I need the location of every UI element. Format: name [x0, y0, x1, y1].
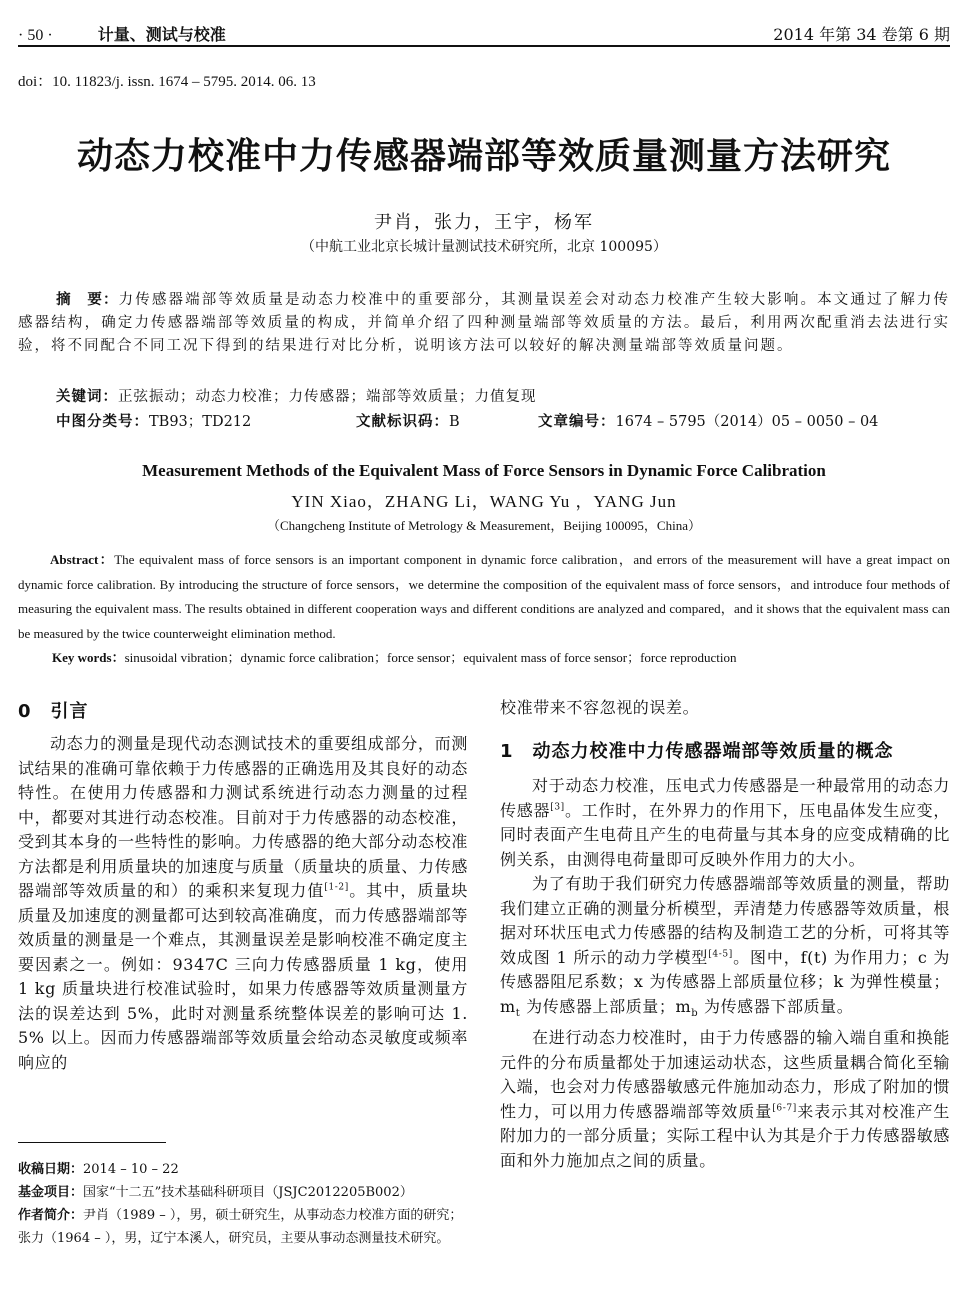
citation-ref: [6-7]	[772, 1103, 797, 1114]
citation-ref: [3]	[550, 802, 565, 813]
s1p2-text-d: 为传感器下部质量。	[698, 996, 854, 1016]
paper-title-cn: 动态力校准中力传感器端部等效质量测量方法研究	[76, 136, 891, 177]
intro-paragraph	[18, 732, 468, 1075]
left-column	[18, 732, 468, 1075]
authors-cn: 尹肖，张力，王宇，杨军	[374, 212, 594, 233]
keywords-cn-text: 正弦振动；动态力校准；力传感器；端部等效质量；力值复现	[118, 389, 537, 405]
abstract-en-text: The equivalent mass of force sensors is an important component in dynamic force calibration，and errors of the measurement will have a great impact on dynamic force calibration. By introducing the structure of force sensors，we determine the composition of the equivalent mass of force sensors，and introduce four methods of measuring the equivalent mass. The results obtained in different cooperation ways and different conditions are analyzed and compared，and it shows that the equivalent mass can be measured by the twice counterweight elimination method.	[18, 552, 950, 641]
bio-value: 尹肖（1989 – ），男，硕士研究生，从事动态力校准方面的研究；张力（1964 – ），男，辽宁本溪人，研究员，主要从事动态测量技术研究。	[18, 1208, 463, 1246]
citation-ref: [4-5]	[708, 949, 733, 960]
intro-text-a: 动态力的测量是现代动态测试技术的重要组成部分，而测试结果的准确可靠依赖于力传感器的正确选用及其良好的动态特性。在使用力传感器和力测试系统进行动态力测量的过程中，都要对其进行动态校准。目前对于力传感器的动态校准，受到其本身的一些特性的影响。力传感器的绝大部分动态校准方法都是利用质量块的加速度与质量（质量块的质量、力传感器端部等效质量的和）的乘积来复现力值	[18, 734, 468, 900]
keywords-en	[52, 647, 736, 666]
footnote-rule	[18, 1142, 166, 1143]
affiliation-cn: （中航工业北京长城计量测试技术研究所，北京 100095）	[301, 239, 667, 255]
right-column-top	[500, 696, 950, 721]
page-number: · 50 ·	[18, 27, 53, 44]
received-label: 收稿日期：	[18, 1162, 84, 1177]
fund-info	[18, 1181, 468, 1204]
section-0-heading: 0 引言	[18, 701, 89, 722]
doc-value: B	[449, 414, 460, 430]
intro-text-b: 。其中，质量块质量及加速度的测量都可达到较高准确度，而力传感器端部等效质量的测量是一个难点，其测量误差是影响校准不确定度主要因素之一。例如：9347C 三向力传感器质量 1 kg，使用 1 kg 质量块进行校准试验时，如果力传感器等效质量测量方法的误差达到 5%，此时对测量系统整体误差的影响可达 1. 5% 以上。因而力传感器端部等效质量会给动态灵敏度或频率响应的	[18, 881, 468, 1072]
art-label: 文章编号：	[538, 414, 616, 430]
abstract-cn-label: 摘 要：	[56, 292, 119, 308]
header-rule	[18, 45, 950, 47]
bio-label: 作者简介：	[18, 1208, 84, 1223]
doc-label: 文献标识码：	[356, 414, 449, 430]
s1p3-text-a: 在进行动态力校准时，由于力传感器的输入端自重和换能元件的分布质量都处于加速运动状态，这些质量耦合简化至输入端，也会对力传感器敏感元件施加动态力，形成了附加的惯性力，可以用力传感器端部等效质量	[500, 1028, 950, 1121]
right-column	[500, 774, 950, 1173]
s1p2-text-b: 。图中，f(t) 为作用力；c 为传感器阻尼系数；x 为传感器上部质量位移；k 为弹性模量；m	[500, 947, 950, 1016]
footnotes	[18, 1158, 468, 1250]
abstract-cn	[18, 289, 950, 358]
section1-paragraph-1	[500, 774, 950, 872]
keywords-cn	[56, 385, 537, 406]
article-number	[538, 410, 878, 431]
received-date	[18, 1158, 468, 1181]
s1p3-text-b: 来表示其对校准产生附加力的一部分质量；实际工程中认为其是介于力传感器敏感面和外力施加点之间的质量。	[500, 1101, 950, 1170]
keywords-en-label: Key words：	[52, 650, 125, 665]
authors-en: YIN Xiao，ZHANG Li，WANG Yu ，YANG Jun	[291, 492, 677, 511]
s1p2-text-c: 为传感器上部质量；m	[520, 996, 692, 1016]
paper-title-en: Measurement Methods of the Equivalent Mass of Force Sensors in Dynamic Force Calibration	[142, 461, 826, 480]
subscript-b: b	[691, 1007, 699, 1019]
fund-label: 基金项目：	[18, 1185, 84, 1200]
doc-code	[356, 410, 460, 431]
s1p1-text-b: 。工作时，在外界力的作用下，压电晶体发生应变，同时表面产生电荷且产生的电荷量与其本身的应变成精确的比例关系，由测得电荷量即可反映外作用力的大小。	[500, 800, 950, 869]
s1p1-text-a: 对于动态力校准，压电式力传感器是一种最常用的动态力传感器	[500, 776, 950, 820]
clc-value: TB93；TD212	[149, 414, 252, 430]
abstract-cn-text: 力传感器端部等效质量是动态力校准中的重要部分，其测量误差会对动态力校准产生较大影响。本文通过了解力传感器结构，确定力传感器端部等效质量的构成，并简单介绍了四种测量端部等效质量的方法。最后，利用两次配重消去法进行实验，将不同配合不同工况下得到的结果进行对比分析，说明该方法可以较好的解决测量端部等效质量问题。	[18, 292, 951, 354]
abstract-en	[18, 548, 950, 646]
clc-code	[56, 410, 251, 431]
running-header-left	[18, 22, 226, 45]
affiliation-en: （Changcheng Institute of Metrology & Measurement，Beijing 100095，China）	[267, 518, 701, 533]
s1p2-text-a: 为了有助于我们研究力传感器端部等效质量的测量，帮助我们建立正确的测量分析模型，弄清楚力传感器等效质量，根据对环状压电式力传感器的结构及制造工艺的分析，可将其等效成图 1 所示的动力学模型	[500, 874, 950, 967]
section1-paragraph-2	[500, 872, 950, 1026]
issue-info: 2014 年第 34 卷第 6 期	[773, 25, 950, 44]
intro-continuation: 校准带来不容忽视的误差。	[500, 698, 700, 717]
art-value: 1674 – 5795（2014）05 – 0050 – 04	[615, 414, 879, 430]
doi: doi：10. 11823/j. issn. 1674 – 5795. 2014. 06. 13	[18, 74, 316, 90]
received-value: 2014 – 10 – 22	[83, 1162, 179, 1177]
keywords-cn-label: 关键词：	[56, 389, 118, 405]
subscript-t: t	[515, 1007, 521, 1019]
citation-ref: [1-2]	[324, 882, 349, 893]
section-1-heading: 1 动态力校准中力传感器端部等效质量的概念	[500, 741, 894, 762]
section1-paragraph-3	[500, 1026, 950, 1173]
keywords-en-text: sinusoidal vibration；dynamic force calibration；force sensor；equivalent mass of force sensor；force reproduction	[124, 650, 737, 665]
journal-section: 计量、测试与校准	[97, 25, 226, 44]
fund-value: 国家“十二五”技术基础科研项目（JSJC2012205B002）	[83, 1185, 413, 1200]
abstract-en-label: Abstract：	[50, 552, 115, 567]
clc-label: 中图分类号：	[56, 414, 149, 430]
author-bio	[18, 1204, 468, 1250]
